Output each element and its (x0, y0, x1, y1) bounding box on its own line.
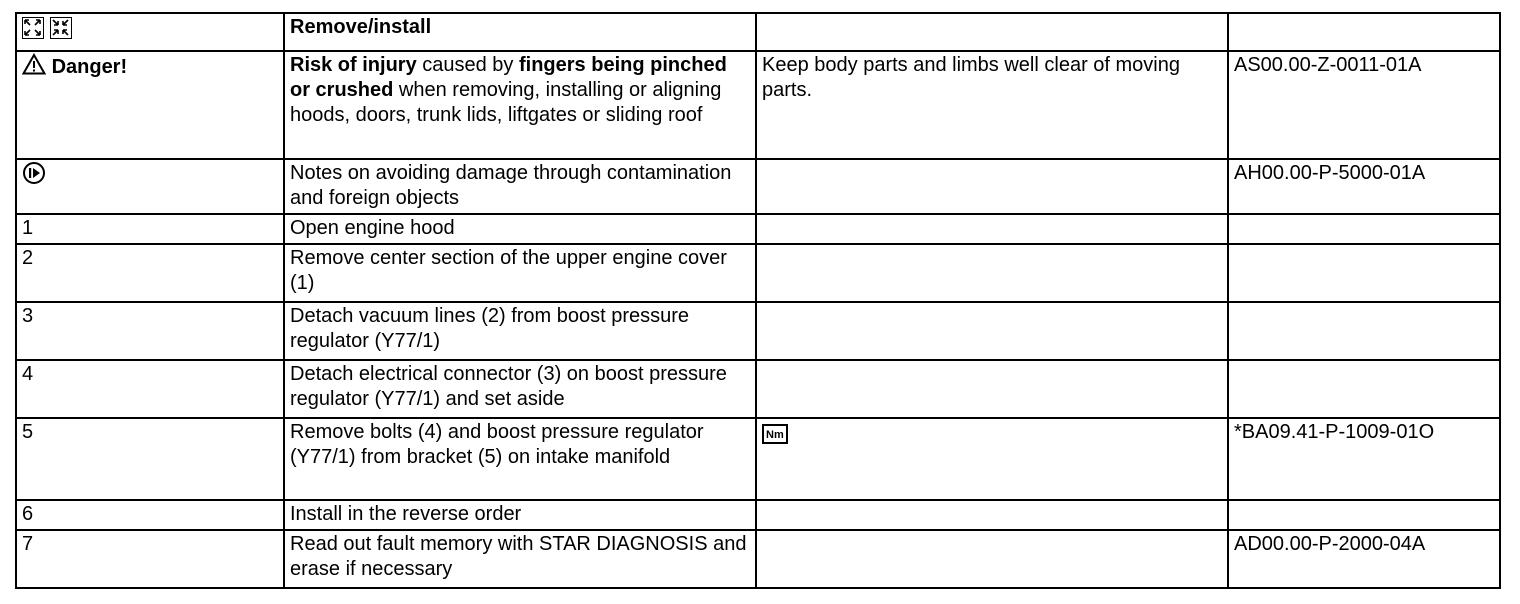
risk-text: caused by (416, 54, 519, 76)
step-row (16, 214, 1500, 244)
risk-text: when removing, installing or aligning hoods, doors, trunk lids, liftgates or sliding roof (290, 79, 722, 126)
note-icon-cell (16, 159, 284, 214)
page-title: Remove/install (284, 13, 756, 51)
step-row (16, 530, 1500, 588)
step-extra (756, 214, 1228, 244)
step-text: Detach electrical connector (3) on boost pressure regulator (Y77/1) and set aside (284, 360, 756, 418)
step-extra (756, 418, 1228, 500)
header-empty-cell (1228, 13, 1500, 51)
step-number: 4 (16, 360, 284, 418)
note-row (16, 159, 1500, 214)
step-number: 1 (16, 214, 284, 244)
danger-label: Danger! (51, 56, 128, 78)
step-text: Open engine hood (284, 214, 756, 244)
step-number: 6 (16, 500, 284, 530)
header-icons-cell (16, 13, 284, 51)
note-text: Notes on avoiding damage through contamination and foreign objects (284, 159, 756, 214)
step-row (16, 302, 1500, 360)
torque-nm-icon[interactable]: Nm (762, 424, 788, 444)
step-reference (1228, 360, 1500, 418)
step-text: Install in the reverse order (284, 500, 756, 530)
expand-arrows-icon[interactable] (22, 17, 44, 39)
step-number: 3 (16, 302, 284, 360)
danger-label-cell (16, 51, 284, 159)
procedure-table (15, 12, 1501, 589)
warning-triangle-icon (22, 53, 46, 82)
step-number: 5 (16, 418, 284, 500)
risk-bold-text: Risk of injury (290, 54, 417, 76)
danger-measure: Keep body parts and limbs well clear of moving parts. (756, 51, 1228, 159)
note-reference[interactable]: AH00.00-P-5000-01A (1228, 159, 1500, 214)
step-extra (756, 360, 1228, 418)
step-reference (1228, 500, 1500, 530)
note-arrow-circle-icon (22, 161, 46, 192)
step-reference (1228, 214, 1500, 244)
step-reference[interactable]: *BA09.41-P-1009-01O (1228, 418, 1500, 500)
danger-description (284, 51, 756, 159)
step-text: Remove center section of the upper engine cover (1) (284, 244, 756, 302)
step-number: 2 (16, 244, 284, 302)
step-row (16, 500, 1500, 530)
step-reference (1228, 244, 1500, 302)
step-text: Remove bolts (4) and boost pressure regulator (Y77/1) from bracket (5) on intake manifold (284, 418, 756, 500)
header-row (16, 13, 1500, 51)
step-extra (756, 244, 1228, 302)
step-row (16, 360, 1500, 418)
step-extra (756, 500, 1228, 530)
header-empty-cell (756, 13, 1228, 51)
step-text: Detach vacuum lines (2) from boost pressure regulator (Y77/1) (284, 302, 756, 360)
step-extra (756, 302, 1228, 360)
step-extra (756, 530, 1228, 588)
step-row (16, 418, 1500, 500)
step-reference (1228, 302, 1500, 360)
step-text (284, 530, 756, 588)
note-empty-cell (756, 159, 1228, 214)
risk-bold-text: fingers being pinched or crushed (290, 54, 727, 101)
step-number: 7 (16, 530, 284, 588)
step-row (16, 244, 1500, 302)
danger-reference[interactable]: AS00.00-Z-0011-01A (1228, 51, 1500, 159)
danger-row (16, 51, 1500, 159)
collapse-arrows-icon[interactable] (50, 17, 72, 39)
step-reference[interactable]: AD00.00-P-2000-04A (1228, 530, 1500, 588)
step-text-content: Read out fault memory with STAR DIAGNOSIS and erase if necessary (290, 533, 747, 580)
